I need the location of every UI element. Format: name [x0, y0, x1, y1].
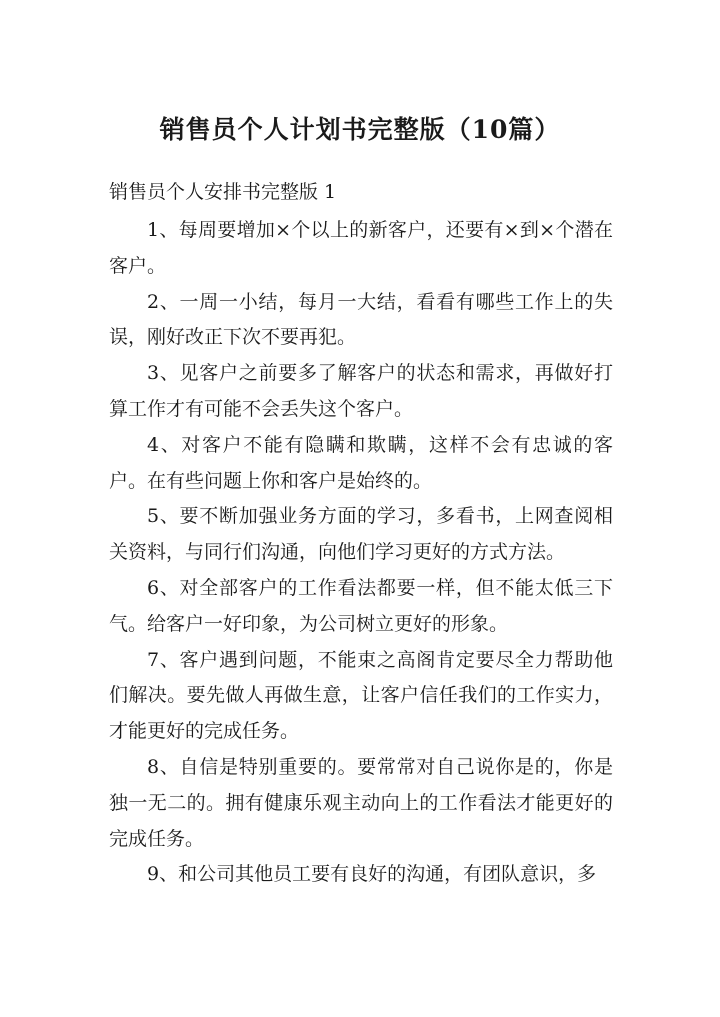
paragraph-3: 3、见客户之前要多了解客户的状态和需求，再做好打算工作才有可能不会丢失这个客户。 — [109, 362, 613, 420]
paragraph-9: 9、和公司其他员工要有良好的沟通，有团队意识，多 — [147, 863, 597, 886]
body-text — [109, 213, 613, 893]
document-title: 销售员个人计划书完整版（10篇） — [159, 115, 561, 144]
section-heading: 销售员个人安排书完整版 1 — [109, 181, 337, 203]
paragraph-8: 8、自信是特别重要的。要常常对自己说你是的，你是独一无二的。拥有健康乐观主动向上的工作看法才能更好的完成任务。 — [109, 755, 613, 850]
paragraph-2: 2、一周一小结，每月一大结，看看有哪些工作上的失误，刚好改正下次不要再犯。 — [109, 290, 613, 349]
paragraph-4: 4、对客户不能有隐瞒和欺瞒，这样不会有忠诚的客户。在有些问题上你和客户是始终的。 — [109, 433, 613, 492]
paragraph-1: 1、每周要增加×个以上的新客户，还要有×到×个潜在客户。 — [109, 219, 613, 277]
paragraph-6: 6、对全部客户的工作看法都要一样，但不能太低三下气。给客户一好印象，为公司树立更好的形象。 — [109, 576, 613, 635]
paragraph-5: 5、要不断加强业务方面的学习，多看书，上网查阅相关资料，与同行们沟通，向他们学习更好的方式方法。 — [109, 505, 613, 564]
paragraph-7: 7、客户遇到问题，不能束之高阁肯定要尽全力帮助他们解决。要先做人再做生意，让客户信任我们的工作实力，才能更好的完成任务。 — [109, 648, 613, 743]
